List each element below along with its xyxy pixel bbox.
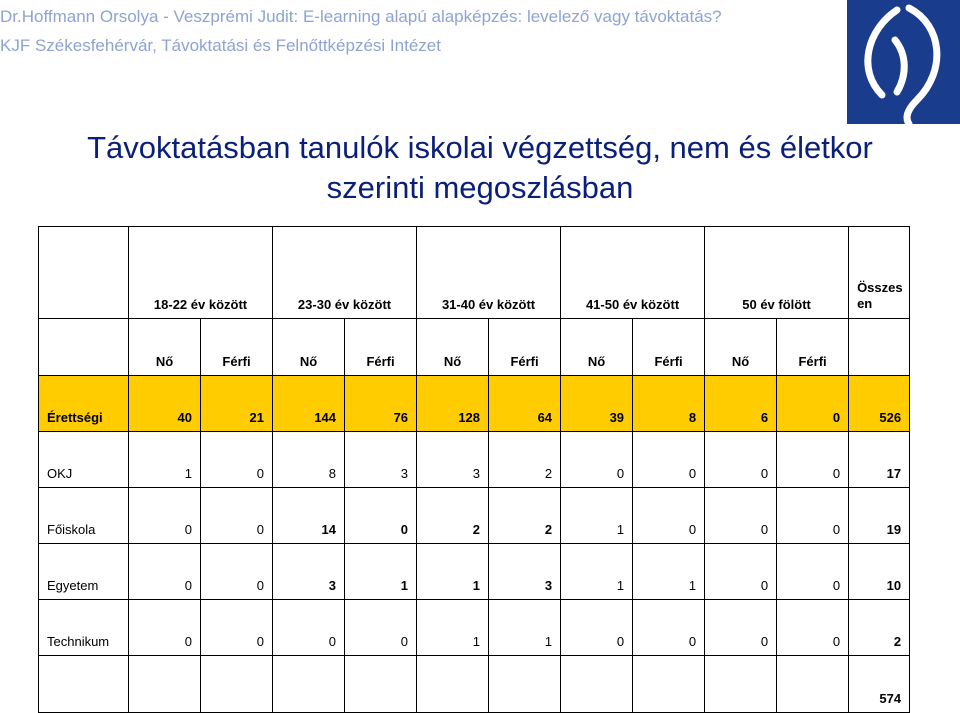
gender-header-row [39,319,910,376]
age-group-header: 23-30 év között [273,227,417,319]
corner-cell [39,319,129,376]
gender-header: Nő [561,319,633,376]
table-cell: 1 [633,544,705,600]
table-cell: 0 [201,432,273,488]
table-cell: 0 [345,600,417,656]
table-cell: 0 [129,488,201,544]
table-cell: 0 [561,600,633,656]
table-cell: 0 [633,432,705,488]
table-cell: 0 [705,488,777,544]
table-cell: 0 [777,488,849,544]
total-header-line1: Összes [857,280,903,295]
empty-cell [489,656,561,713]
row-total-cell: 19 [849,488,910,544]
gender-header: Férfi [489,319,561,376]
table-cell: 1 [129,432,201,488]
grand-total-cell: 574 [849,656,910,713]
table-cell: 1 [561,488,633,544]
table-cell: 0 [633,600,705,656]
empty-cell [633,656,705,713]
table-row [39,488,910,544]
table-cell: 3 [273,544,345,600]
table-cell: 0 [561,432,633,488]
table-cell: 0 [273,600,345,656]
data-table [38,226,910,713]
table-cell: 8 [273,432,345,488]
row-total-cell: 2 [849,600,910,656]
table-cell: 144 [273,376,345,432]
empty-cell [561,656,633,713]
empty-cell [345,656,417,713]
empty-cell [417,656,489,713]
row-label: Főiskola [39,488,129,544]
gender-header: Férfi [777,319,849,376]
row-total-cell: 10 [849,544,910,600]
table-row [39,432,910,488]
table-row [39,376,910,432]
header-institute-line: KJF Székesfehérvár, Távoktatási és Felnőttképzési Intézet [0,36,441,55]
page-title-line1: Távoktatásban tanulók iskolai végzettség, nem és életkor [87,130,873,165]
age-header-row [39,227,910,319]
empty-cell [849,319,910,376]
corner-cell [39,227,129,319]
kjf-logo [847,0,960,124]
table-cell: 76 [345,376,417,432]
table-cell: 64 [489,376,561,432]
table-cell: 0 [777,432,849,488]
table-cell: 40 [129,376,201,432]
table-cell: 0 [201,600,273,656]
table-cell: 0 [705,600,777,656]
table-cell: 2 [489,488,561,544]
gender-header: Férfi [345,319,417,376]
table-cell: 0 [705,544,777,600]
empty-cell [273,656,345,713]
row-total-cell: 17 [849,432,910,488]
empty-cell [201,656,273,713]
table-cell: 21 [201,376,273,432]
row-label: Technikum [39,600,129,656]
gender-header: Nő [129,319,201,376]
gender-header: Férfi [201,319,273,376]
page-title-line2: szerinti megoszlásban [326,170,634,205]
table-cell: 14 [273,488,345,544]
table-cell: 0 [777,600,849,656]
table-cell: 3 [345,432,417,488]
table-row [39,544,910,600]
table-cell: 1 [561,544,633,600]
table-cell: 3 [489,544,561,600]
table-cell: 1 [489,600,561,656]
table-cell: 1 [345,544,417,600]
age-group-header: 18-22 év között [129,227,273,319]
table-cell: 0 [705,432,777,488]
table-cell: 0 [201,488,273,544]
table-cell: 6 [705,376,777,432]
gender-header: Nő [705,319,777,376]
row-label: Érettségi [39,376,129,432]
table-cell: 8 [633,376,705,432]
empty-cell [777,656,849,713]
age-group-header: 41-50 év között [561,227,705,319]
gender-header: Férfi [633,319,705,376]
table-cell: 0 [129,600,201,656]
empty-cell [705,656,777,713]
table-cell: 2 [417,488,489,544]
total-header [849,227,910,319]
table-cell: 0 [129,544,201,600]
row-label: Egyetem [39,544,129,600]
table-cell: 128 [417,376,489,432]
table-cell: 0 [345,488,417,544]
row-total-cell: 526 [849,376,910,432]
total-header-line2: en [857,296,873,311]
age-group-header: 50 év fölött [705,227,849,319]
empty-cell [39,656,129,713]
gender-header: Nő [417,319,489,376]
table-cell: 0 [201,544,273,600]
gender-header: Nő [273,319,345,376]
table-cell: 2 [489,432,561,488]
table-cell: 1 [417,600,489,656]
header-author-line: Dr.Hoffmann Orsolya - Veszprémi Judit: E-learning alapú alapképzés: levelező vagy távoktatás? [0,7,722,26]
empty-cell [129,656,201,713]
table-cell: 1 [417,544,489,600]
table-cell: 0 [777,376,849,432]
grand-total-row [39,656,910,713]
table-cell: 3 [417,432,489,488]
table-cell: 0 [633,488,705,544]
table-cell: 39 [561,376,633,432]
age-group-header: 31-40 év között [417,227,561,319]
table-cell: 0 [777,544,849,600]
table-row [39,600,910,656]
row-label: OKJ [39,432,129,488]
